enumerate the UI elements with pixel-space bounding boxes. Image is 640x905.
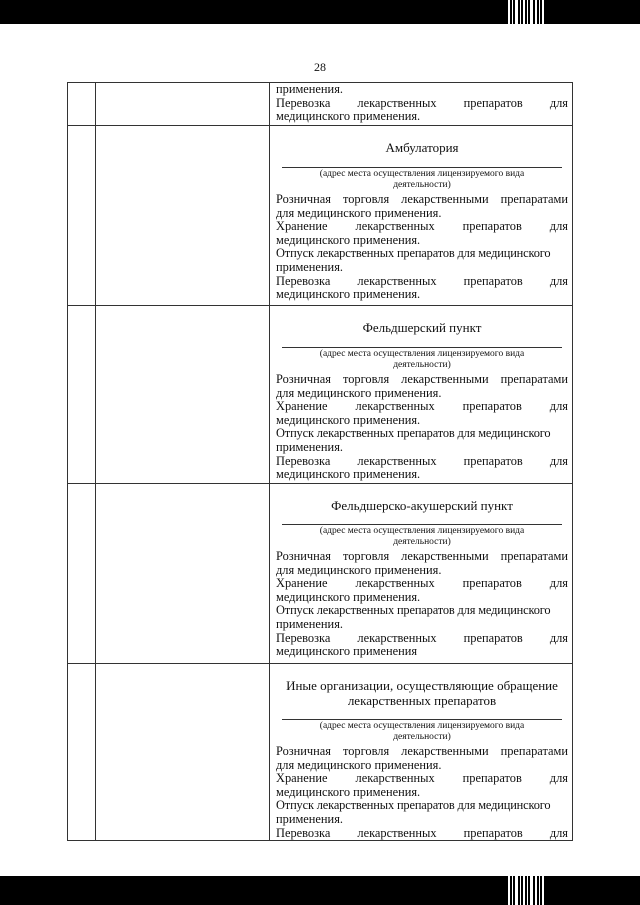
- address-underline: [282, 347, 562, 348]
- retail-line: Розничная торговля лекарственными препаратами: [276, 549, 568, 563]
- name-cell: [96, 664, 270, 841]
- transport-line-2: медицинского применения: [276, 644, 418, 659]
- storage-line: Хранение лекарственных препаратов для: [276, 771, 568, 786]
- dispense-line-2: применения.: [276, 616, 343, 631]
- table-row: [68, 83, 573, 126]
- address-underline: [282, 719, 562, 720]
- activity-cell: [270, 126, 573, 306]
- dispense-line: Отпуск лекарственных препаратов для медицинского: [276, 426, 551, 441]
- retail-line-2: для медицинского применения.: [276, 205, 442, 220]
- transport-line: Перевозка лекарственных препаратов для: [276, 453, 568, 468]
- facility-heading-line: лекарственных препаратов: [347, 693, 497, 708]
- dispense-line-2: применения.: [276, 439, 343, 454]
- transport-line: Перевозка лекарственных препаратов для: [276, 273, 568, 288]
- activity-cell: [270, 83, 573, 126]
- dispense-line: Отпуск лекарственных препаратов для медицинского: [276, 246, 551, 261]
- table-row: [68, 126, 573, 306]
- name-cell: [96, 83, 270, 126]
- table-row: [68, 484, 573, 664]
- number-cell: [68, 126, 96, 306]
- activity-cell: [270, 664, 573, 841]
- facility-heading: [276, 664, 568, 708]
- storage-line: Хранение лекарственных препаратов для: [276, 399, 568, 414]
- number-cell: [68, 83, 96, 126]
- retail-line-2: для медицинского применения.: [276, 757, 442, 772]
- page-number: 28: [314, 60, 326, 74]
- transport-line: Перевозка лекарственных препаратов для: [276, 630, 568, 645]
- name-cell: [96, 484, 270, 664]
- address-caption: (адрес места осуществления лицензируемого вида деятельности): [319, 526, 525, 547]
- number-cell: [68, 664, 96, 841]
- storage-line-2: медицинского применения.: [276, 784, 421, 799]
- retail-line: Розничная торговля лекарственными препаратами: [276, 192, 568, 206]
- address-caption: (адрес места осуществления лицензируемого вида деятельности): [319, 169, 525, 190]
- name-cell: [96, 126, 270, 306]
- storage-line: Хранение лекарственных препаратов для: [276, 219, 568, 234]
- number-cell: [68, 306, 96, 484]
- activity-cell: [270, 306, 573, 484]
- table-row: [68, 664, 573, 841]
- barcode-icon: [508, 876, 544, 905]
- retail-line: Розничная торговля лекарственными препаратами: [276, 372, 568, 386]
- transport-line-2: медицинского применения.: [276, 109, 421, 124]
- facility-heading-line: Амбулатория: [385, 140, 459, 155]
- facility-heading: [276, 126, 568, 155]
- dispense-line-2: применения.: [276, 259, 343, 274]
- name-cell: [96, 306, 270, 484]
- scan-bar-top: [0, 0, 640, 24]
- facility-heading-line: Фельдшерский пункт: [362, 320, 482, 335]
- transport-line-2: медицинского применения.: [276, 287, 421, 302]
- retail-line: Розничная торговля лекарственными препаратами: [276, 744, 568, 758]
- transport-line: Перевозка лекарственных препаратов для: [276, 825, 568, 840]
- license-activities-table: [67, 82, 573, 841]
- scan-bar-bottom: [0, 876, 640, 905]
- transport-line: Перевозка лекарственных препаратов для: [276, 95, 568, 110]
- number-cell: [68, 484, 96, 664]
- storage-line-2: медицинского применения.: [276, 589, 421, 604]
- barcode-icon: [508, 0, 544, 24]
- retail-line-2: для медицинского применения.: [276, 562, 442, 577]
- facility-heading: [276, 306, 568, 335]
- facility-heading: [276, 484, 568, 513]
- transport-line-2: медицинского применения.: [276, 467, 421, 482]
- storage-line-2: медицинского применения.: [276, 412, 421, 427]
- dispense-line: Отпуск лекарственных препаратов для медицинского: [276, 798, 551, 813]
- dispense-line: Отпуск лекарственных препаратов для медицинского: [276, 603, 551, 618]
- continuation-tail: применения.: [276, 82, 343, 96]
- address-caption: (адрес места осуществления лицензируемого вида деятельности): [319, 349, 525, 370]
- storage-line: Хранение лекарственных препаратов для: [276, 576, 568, 591]
- address-underline: [282, 524, 562, 525]
- address-caption: (адрес места осуществления лицензируемого вида деятельности): [319, 721, 525, 742]
- facility-heading-line: Фельдшерско-акушерский пункт: [331, 498, 513, 513]
- address-underline: [282, 167, 562, 168]
- activity-cell: [270, 484, 573, 664]
- retail-line-2: для медицинского применения.: [276, 385, 442, 400]
- facility-heading-line: Иные организации, осуществляющие обращение: [286, 678, 558, 693]
- storage-line-2: медицинского применения.: [276, 232, 421, 247]
- table-row: [68, 306, 573, 484]
- dispense-line-2: применения.: [276, 811, 343, 826]
